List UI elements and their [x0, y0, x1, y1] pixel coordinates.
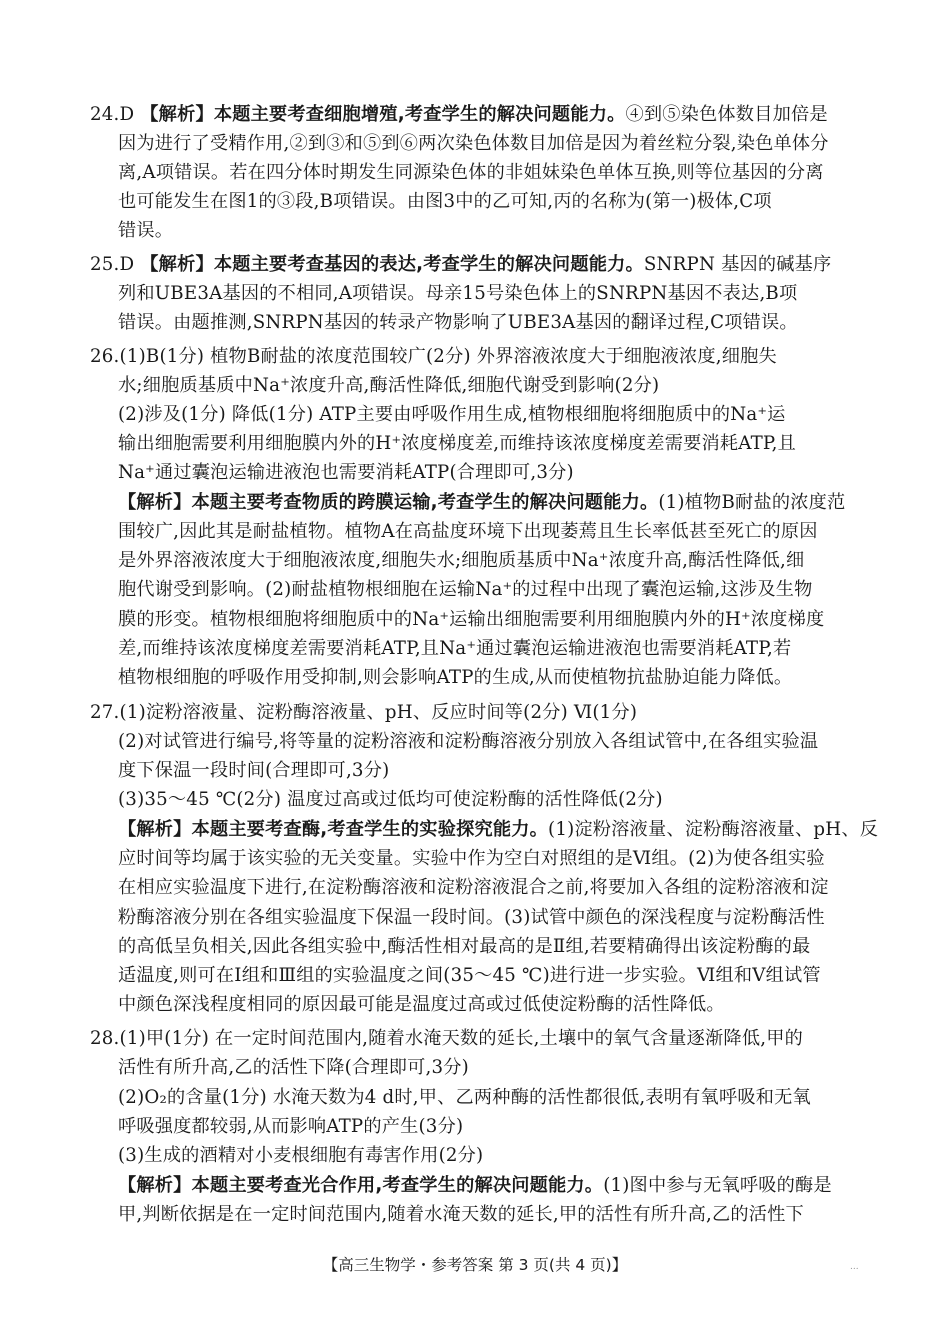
line-text: 错误。 — [118, 220, 174, 241]
text-line — [118, 1142, 483, 1170]
text-line — [118, 217, 173, 245]
text-line — [118, 1113, 463, 1141]
line-text: 活性有所升高,乙的活性下降(合理即可,3分) — [118, 1057, 469, 1078]
text-line — [118, 874, 829, 902]
text-line — [118, 664, 792, 692]
text-line — [90, 251, 831, 279]
text-line — [118, 1201, 804, 1229]
line-text: 呼吸强度都较弱,从而影响ATP的产生(3分) — [118, 1116, 464, 1137]
text-line — [118, 933, 810, 961]
line-text: Na⁺通过囊泡运输进液泡也需要消耗ATP(合理即可,3分) — [118, 462, 574, 483]
line-text: 也可能发生在图1的③段,B项错误。由图3中的乙可知,丙的名称为(第一)极体,C项 — [118, 191, 772, 212]
line-text: (2)涉及(1分) 降低(1分) ATP主要由呼吸作用生成,植物根细胞将细胞质中的Na⁺运 — [118, 404, 786, 425]
text-line — [118, 1084, 811, 1112]
line-text: 度下保温一段时间(合理即可,3分) — [118, 760, 390, 781]
text-line — [118, 991, 725, 1019]
text-line — [118, 786, 663, 814]
text-line — [118, 816, 878, 844]
text-line — [90, 343, 777, 371]
line-text: 列和UBE3A基因的不相同,A项错误。母亲15号染色体上的SNRPN基因不表达,B项 — [118, 283, 798, 304]
text-line — [90, 699, 637, 727]
text-line — [118, 459, 574, 487]
line-text: 甲,判断依据是在一定时间范围内,随着水淹天数的延长,甲的活性有所升高,乙的活性下 — [118, 1204, 804, 1225]
text-line — [118, 159, 824, 187]
line-text: 28.(1)甲(1分) 在一定时间范围内,随着水淹天数的延长,土壤中的氧气含量逐渐降低,甲的 — [90, 1028, 803, 1049]
line-text: SNRPN 基因的碱基序 — [643, 254, 832, 275]
line-text: (1)图中参与无氧呼吸的酶是 — [603, 1175, 832, 1196]
text-line — [118, 401, 786, 429]
line-text: 27.(1)淀粉溶液量、淀粉酶溶液量、pH、反应时间等(2分) Ⅵ(1分) — [90, 702, 638, 723]
line-text: (3)生成的酒精对小麦根细胞有毒害作用(2分) — [118, 1145, 484, 1166]
line-text: 胞代谢受到影响。(2)耐盐植物根细胞在运输Na⁺的过程中出现了囊泡运输,这涉及生物 — [118, 579, 813, 600]
line-text: 25.D — [90, 254, 141, 275]
line-text: (2)O₂的含量(1分) 水淹天数为4 d时,甲、乙两种酶的活性都很低,表明有氧呼吸和无氧 — [118, 1087, 811, 1108]
line-text: 膜的形变。植物根细胞将细胞质中的Na⁺运输出细胞需要利用细胞膜内外的H⁺浓度梯度 — [118, 609, 825, 630]
line-text: (3)35～45 ℃(2分) 温度过高或过低均可使淀粉酶的活性降低(2分) — [118, 789, 663, 810]
line-text: 粉酶溶液分别在各组实验温度下保温一段时间。(3)试管中颜色的深浅程度与淀粉酶活性 — [118, 907, 825, 928]
line-text: 适温度,则可在Ⅰ组和Ⅲ组的实验温度之间(35～45 ℃)进行进一步实验。Ⅵ组和Ⅴ组试管 — [118, 965, 821, 986]
text-line — [118, 576, 812, 604]
analysis-heading: 【解析】本题主要考查酶,考查学生的实验探究能力。 — [118, 819, 549, 840]
line-text: (1)淀粉溶液量、淀粉酶溶液量、pH、反 — [548, 819, 879, 840]
line-text: 在相应实验温度下进行,在淀粉酶溶液和淀粉溶液混合之前,将要加入各组的淀粉溶液和淀 — [118, 877, 829, 898]
line-text: 24.D — [90, 104, 141, 125]
line-text: 输出细胞需要利用细胞膜内外的H⁺浓度梯度差,而维持该浓度梯度差需要消耗ATP,且 — [118, 433, 797, 454]
page-footer: 【高三生物学・参考答案 第 3 页(共 4 页)】 — [322, 1256, 628, 1274]
text-line — [118, 1054, 469, 1082]
line-text: 26.(1)B(1分) 植物B耐盐的浓度范围较广(2分) 外界溶液浓度大于细胞液浓度,细胞失 — [90, 346, 777, 367]
text-line — [90, 101, 828, 129]
text-line — [118, 635, 791, 663]
text-line — [118, 489, 845, 517]
text-line — [118, 547, 804, 575]
text-line — [118, 757, 389, 785]
line-text: 的高低呈负相关,因此各组实验中,酶活性相对最高的是Ⅱ组,若要精确得出该淀粉酶的最 — [118, 936, 811, 957]
line-text: (2)对试管进行编号,将等量的淀粉溶液和淀粉酶溶液分别放入各组试管中,在各组实验温 — [118, 731, 819, 752]
text-line — [118, 518, 818, 546]
line-text: 离,A项错误。若在四分体时期发生同源染色体的非姐妹染色单体互换,则等位基因的分离 — [118, 162, 824, 183]
line-text: 是外界溶液浓度大于细胞液浓度,细胞失水;细胞质基质中Na⁺浓度升高,酶活性降低,细 — [118, 550, 805, 571]
text-line — [118, 130, 829, 158]
analysis-heading: 【解析】本题主要考查光合作用,考查学生的解决问题能力。 — [118, 1175, 604, 1196]
line-text: 错误。由题推测,SNRPN基因的转录产物影响了UBE3A基因的翻译过程,C项错误。 — [118, 312, 798, 333]
text-line — [118, 962, 821, 990]
line-text: (1)植物B耐盐的浓度范 — [658, 492, 846, 513]
analysis-heading: 【解析】本题主要考查细胞增殖,考查学生的解决问题能力。 — [140, 104, 626, 125]
text-line — [118, 372, 659, 400]
line-text: 应时间等均属于该实验的无关变量。实验中作为空白对照组的是Ⅵ组。(2)为使各组实验 — [118, 848, 825, 869]
text-line — [118, 430, 796, 458]
line-text: 因为进行了受精作用,②到③和⑤到⑥两次染色体数目加倍是因为着丝粒分裂,染色单体分 — [118, 133, 829, 154]
line-text: 植物根细胞的呼吸作用受抑制,则会影响ATP的生成,从而使植物抗盐胁迫能力降低。 — [118, 667, 793, 688]
text-line — [118, 904, 825, 932]
line-text: 围较广,因此其是耐盐植物。植物A在高盐度环境下出现萎蔫且生长率低甚至死亡的原因 — [118, 521, 818, 542]
line-text: 中颜色深浅程度相同的原因最可能是温度过高或过低使淀粉酶的活性降低。 — [118, 994, 725, 1015]
analysis-heading: 【解析】本题主要考查物质的跨膜运输,考查学生的解决问题能力。 — [118, 492, 659, 513]
text-line — [118, 309, 798, 337]
line-text: 水;细胞质基质中Na⁺浓度升高,酶活性降低,细胞代谢受到影响(2分) — [118, 375, 660, 396]
text-line — [118, 728, 818, 756]
corner-mark: ... — [850, 1262, 859, 1272]
text-line — [118, 845, 825, 873]
text-line — [118, 188, 772, 216]
line-text: ④到⑤染色体数目加倍是 — [625, 104, 828, 125]
analysis-heading: 【解析】本题主要考查基因的表达,考查学生的解决问题能力。 — [140, 254, 644, 275]
line-text: 差,而维持该浓度梯度差需要消耗ATP,且Na⁺通过囊泡运输进液泡也需要消耗ATP,若 — [118, 638, 792, 659]
text-line — [118, 280, 797, 308]
text-line — [118, 606, 824, 634]
text-line — [90, 1025, 803, 1053]
text-line — [118, 1172, 832, 1200]
